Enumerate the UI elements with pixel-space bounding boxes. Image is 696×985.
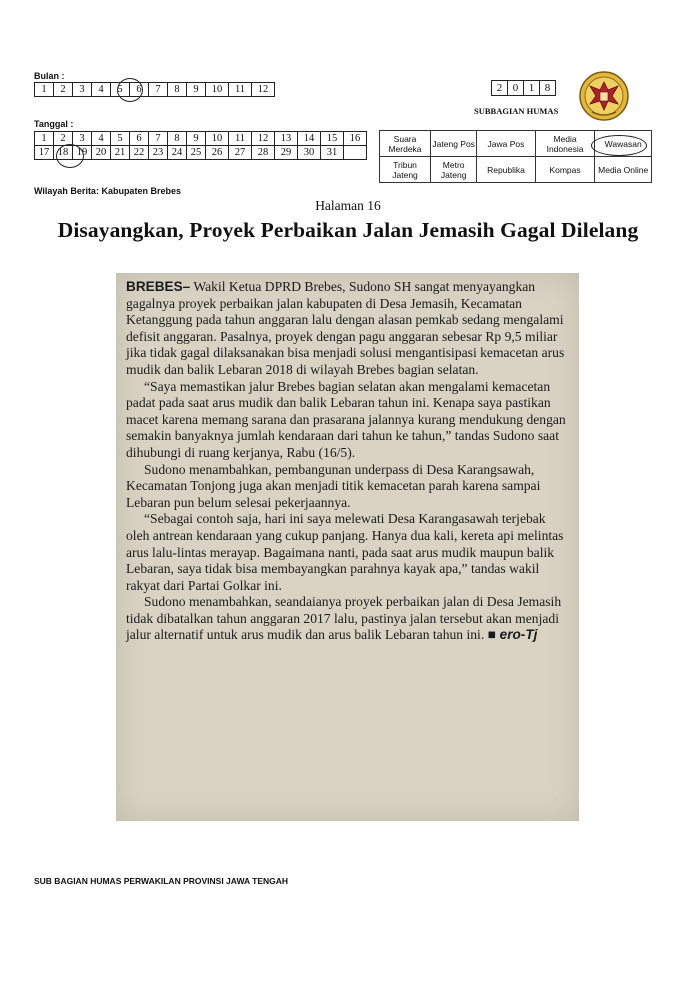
selected-day-circle xyxy=(56,144,84,168)
day-cell: 21 xyxy=(111,146,130,160)
year-digit-cell: 1 xyxy=(524,81,540,96)
article-paragraph: Sudono menambahkan, seandaianya proyek perbaikan jalan di Desa Jemasih tidak dibatalkan tahun anggaran 2017 lalu, pastinya jalan tersebut akan menjadi jalur alternatif untuk arus mudik dan arus balik Lebaran tahun ini. ■ ero-Tj xyxy=(126,594,562,643)
day-cell: 13 xyxy=(275,132,298,146)
month-cell: 12 xyxy=(252,83,275,97)
month-cell: 8 xyxy=(168,83,187,97)
news-clipping xyxy=(116,273,579,821)
year-digit-cell: 8 xyxy=(540,81,556,96)
day-cell: 16 xyxy=(344,132,367,146)
department-label: SUBBAGIAN HUMAS xyxy=(474,106,559,116)
day-cell: 10 xyxy=(206,132,229,146)
day-cell: 20 xyxy=(92,146,111,160)
day-cell: 15 xyxy=(321,132,344,146)
month-cell: 9 xyxy=(187,83,206,97)
day-cell: 1 xyxy=(35,132,54,146)
day-cell: 19 xyxy=(73,146,92,160)
month-cell: 2 xyxy=(54,83,73,97)
year-box xyxy=(491,80,556,96)
day-cell: 2 xyxy=(54,132,73,146)
day-cell: 28 xyxy=(252,146,275,160)
day-cell: 17 xyxy=(35,146,54,160)
region-label: Wilayah Berita: Kabupaten Brebes xyxy=(34,186,181,196)
day-cell: 8 xyxy=(168,132,187,146)
day-cell: 12 xyxy=(252,132,275,146)
dateline: BREBES– xyxy=(126,279,191,294)
day-cell xyxy=(344,146,367,160)
day-cell: 11 xyxy=(229,132,252,146)
day-cell: 26 xyxy=(206,146,229,160)
day-cell: 27 xyxy=(229,146,252,160)
media-cell: Kompas xyxy=(535,157,595,183)
media-cell: Republika xyxy=(477,157,535,183)
media-cell: Tribun Jateng xyxy=(380,157,431,183)
tanggal-label: Tanggal : xyxy=(34,119,74,129)
media-cell: Wawasan xyxy=(595,131,652,157)
article-paragraph: “Sebagai contoh saja, hari ini saya melewati Desa Karangasawah terjebak oleh antrean kendaraan yang cukup panjang. Hanya dua kali, kereta api melintas arus lalu-lintas merayap. Bagaimana nanti, pada saat arus mudik maupun balik Lebaran, saya tidak bisa membayangkan parahnya kayak apa,” tandas wakil rakyat dari Partai Golkar ini. xyxy=(126,511,564,593)
day-cell: 24 xyxy=(168,146,187,160)
day-cell: 6 xyxy=(130,132,149,146)
day-cell: 25 xyxy=(187,146,206,160)
day-cell: 22 xyxy=(130,146,149,160)
media-cell: Media Online xyxy=(595,157,652,183)
selected-media-circle xyxy=(591,135,647,156)
day-cell: 14 xyxy=(298,132,321,146)
day-cell: 4 xyxy=(92,132,111,146)
month-cell: 3 xyxy=(73,83,92,97)
month-cell: 4 xyxy=(92,83,111,97)
media-cell: Jateng Pos xyxy=(431,131,477,157)
day-cell: 31 xyxy=(321,146,344,160)
day-cell: 30 xyxy=(298,146,321,160)
month-cell: 5 xyxy=(111,83,130,97)
garuda-emblem-icon xyxy=(578,70,630,122)
month-cell: 11 xyxy=(229,83,252,97)
signoff: ■ ero-Tj xyxy=(487,627,538,643)
year-digit-cell: 0 xyxy=(508,81,524,96)
media-cell: Media Indonesia xyxy=(535,131,595,157)
article-paragraph: Sudono menambahkan, pembangunan underpass di Desa Karangsawah, Kecamatan Tonjong juga akan menjadi titik kemacetan parah karena sampai Lebaran pun belum selesai pekerjaannya. xyxy=(126,461,541,510)
article-paragraph: BREBES– Wakil Ketua DPRD Brebes, Sudono SH sangat menyayangkan gagalnya proyek perbaikan jalan kabupaten di Desa Jemasih, Kecamatan Ketanggung pada tahun anggaran lalu dengan alasan pemkab sedang mengalami defisit anggaran. Pasalnya, proyek dengan pagu anggaran sebesar Rp 9,5 miliar jika tidak gagal dilaksanakan bisa menjadi solusi mengantisipasi kemacetan arus mudik dan balik Lebaran 2018 di wilayah Brebes bagian selatan. xyxy=(126,279,565,377)
day-cell: 3 xyxy=(73,132,92,146)
selected-month-circle xyxy=(117,78,143,102)
month-cell: 10 xyxy=(206,83,229,97)
bulan-label: Bulan : xyxy=(34,71,65,81)
month-cell: 1 xyxy=(35,83,54,97)
day-cell: 5 xyxy=(111,132,130,146)
article-paragraph: “Saya memastikan jalur Brebes bagian selatan akan mengalami kemacetan padat pada saat arus mudik dan balik Lebaran tahun ini. Kenapa saya pastikan macet karena memang sarana dan prasarana jalannya kurang mendukung dengan semakin banyaknya jumlah kendaraan dari tahun ke tahun,” tandas Sudono saat dihubungi di ruang kerjanya, Rabu (16/5). xyxy=(126,378,566,460)
media-cell: Suara Merdeka xyxy=(380,131,431,157)
day-cell: 18 xyxy=(54,146,73,160)
month-grid xyxy=(34,82,275,97)
year-digit-cell: 2 xyxy=(492,81,508,96)
month-cell: 6 xyxy=(130,83,149,97)
page-number: Halaman 16 xyxy=(315,198,381,213)
media-cell: Metro Jateng xyxy=(431,157,477,183)
day-cell: 23 xyxy=(149,146,168,160)
footer-text: SUB BAGIAN HUMAS PERWAKILAN PROVINSI JAWA TENGAH xyxy=(34,876,289,886)
day-cell: 29 xyxy=(275,146,298,160)
day-cell: 9 xyxy=(187,132,206,146)
article-title: Disayangkan, Proyek Perbaikan Jalan Jemasih Gagal Dilelang xyxy=(57,218,639,242)
month-cell: 7 xyxy=(149,83,168,97)
media-cell: Jawa Pos xyxy=(477,131,535,157)
day-cell: 7 xyxy=(149,132,168,146)
